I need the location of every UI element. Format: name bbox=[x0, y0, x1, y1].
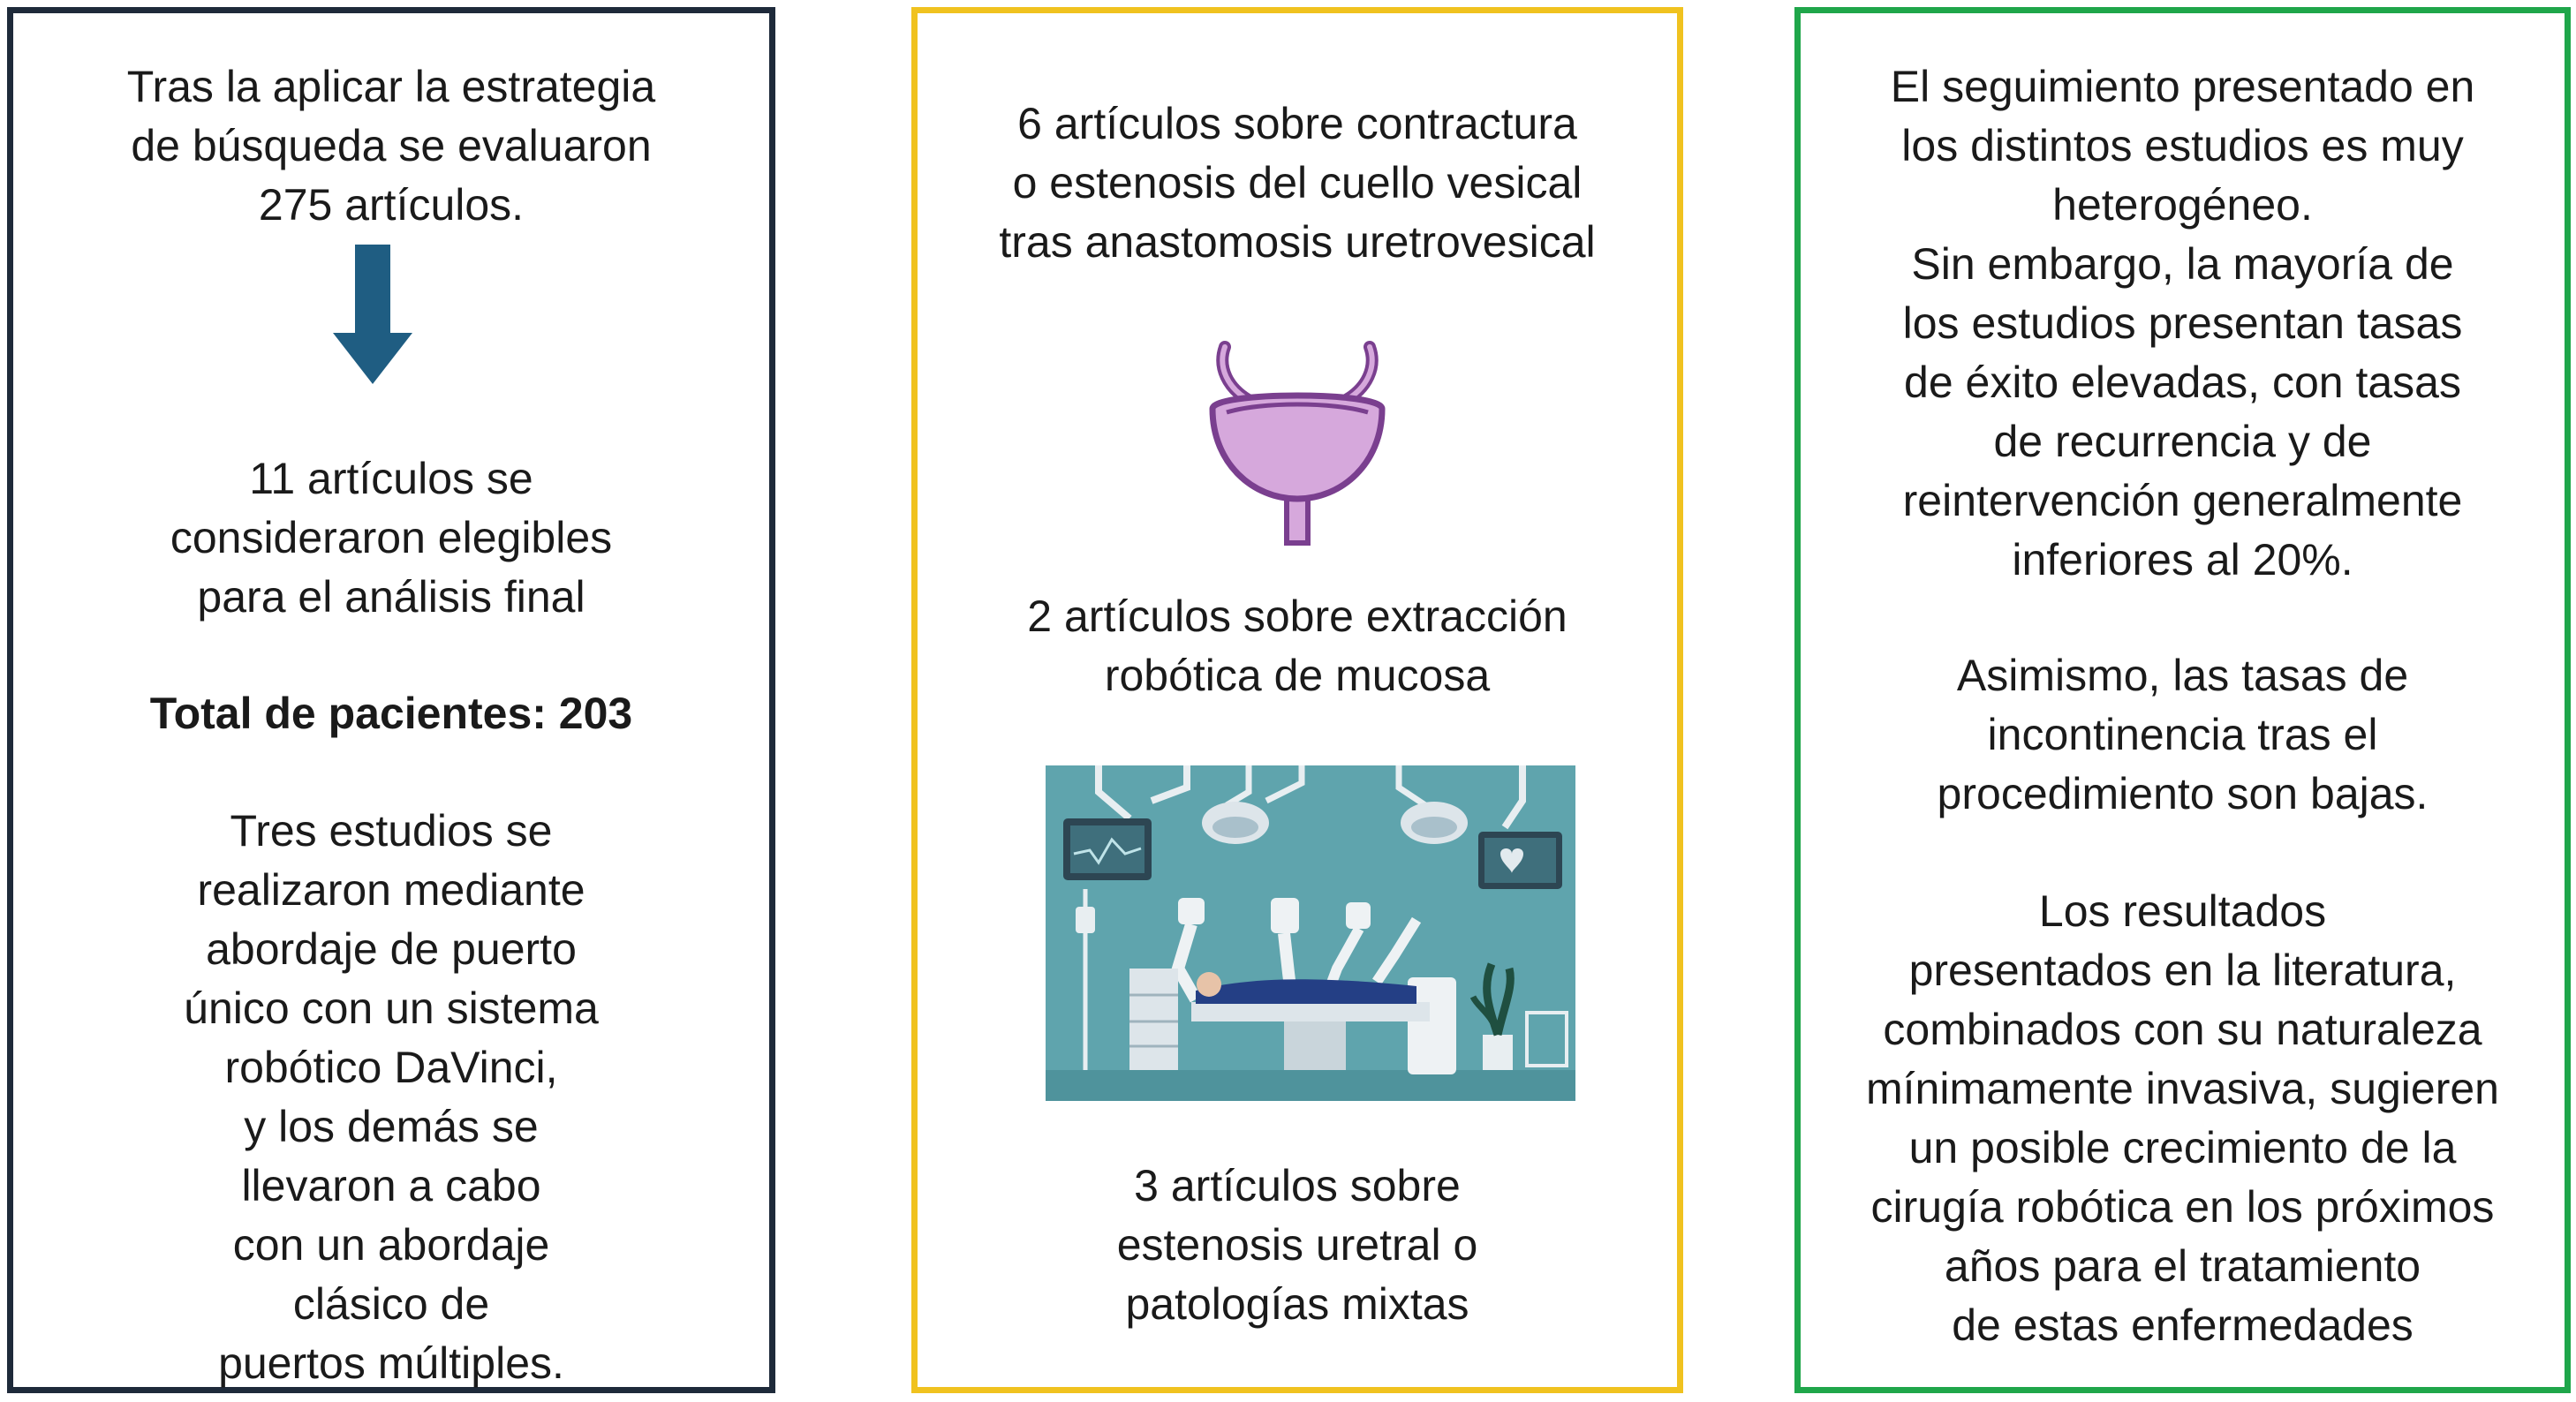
studies-approach-text: Tres estudios se realizaron mediante abordaje de puerto único con un sistema robótico DaVinci, y los demás se llevaron a cabo con un abordaje clásico de puertos múltiples. bbox=[184, 806, 599, 1388]
results-text: Los resultados presentados en la literatura, combinados con su naturaleza mínimamente invasiva, sugieren un posible crecimiento de la cirugía robótica en los próximos años para el tratamiento de estas enfermedades bbox=[1866, 886, 2499, 1350]
search-intro-text: Tras la aplicar la estrategia de búsqueda se evaluaron 275 artículos. bbox=[126, 62, 656, 230]
urethral-stenosis-articles-text: 3 artículos sobre estenosis uretral o patologías mixtas bbox=[1116, 1161, 1478, 1329]
down-arrow-icon bbox=[333, 245, 412, 386]
bladder-icon bbox=[1200, 340, 1394, 547]
eligible-articles-text: 11 artículos se consideraron elegibles para el análisis final bbox=[170, 454, 613, 622]
follow-up-text: El seguimiento presentado en los distintos estudios es muy heterogéneo. Sin embargo, la mayoría de los estudios presentan tasas de éxito elevadas, con tasas de recurrencia y de reintervención generalmente inferiores al 20%. bbox=[1890, 62, 2475, 584]
conclusions-panel bbox=[1794, 7, 2571, 1393]
incontinence-text: Asimismo, las tasas de incontinencia tras el procedimiento son bajas. bbox=[1937, 651, 2429, 818]
robotic-surgery-illustration bbox=[1046, 765, 1575, 1101]
bladder-neck-articles-text: 6 artículos sobre contractura o estenosis del cuello vesical tras anastomosis uretrovesical bbox=[999, 99, 1596, 267]
total-patients-text: Total de pacientes: 203 bbox=[149, 689, 633, 738]
mucosa-extraction-articles-text: 2 artículos sobre extracción robótica de mucosa bbox=[1027, 592, 1568, 700]
article-categories-panel bbox=[911, 7, 1683, 1393]
search-results-panel bbox=[7, 7, 775, 1393]
